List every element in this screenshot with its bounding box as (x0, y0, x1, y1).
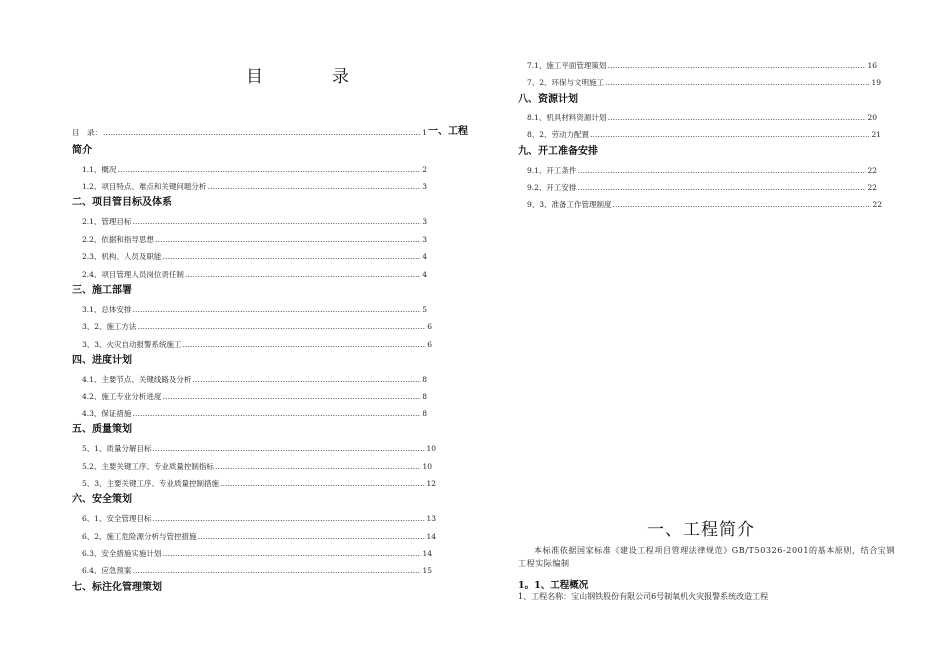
toc-entry[interactable] (527, 165, 877, 176)
toc-leader-dots (607, 112, 866, 123)
toc-entry-label: 4.1、主要节点、关键线路及分析 (82, 375, 192, 384)
toc-entry-label: 6、2、施工危险源分析与管控措施 (82, 532, 197, 541)
toc-entry-label: 5、1、质量分解目标 (82, 444, 152, 453)
toc-entry-page: 6 (427, 340, 432, 349)
section-title: 一、工程简介 (647, 520, 755, 540)
toc-entry-page: 13 (426, 514, 436, 523)
toc-entry[interactable] (82, 251, 427, 262)
toc-entry[interactable] (82, 478, 436, 489)
toc-entry[interactable] (527, 199, 882, 210)
toc-entry-page: 14 (422, 549, 432, 558)
toc-heading[interactable]: 三、施工部署 (72, 285, 132, 296)
toc-leader-dots (185, 269, 421, 280)
toc-leader-dots (153, 513, 426, 524)
toc-entry[interactable] (72, 127, 427, 138)
toc-entry-page: 8 (422, 375, 427, 384)
toc-heading[interactable]: 五、质量策划 (72, 424, 132, 435)
toc-entry-label: 9.2、开工安排 (527, 183, 577, 192)
toc-entry[interactable] (527, 112, 877, 123)
toc-entry[interactable] (82, 339, 432, 350)
toc-entry[interactable] (527, 182, 877, 193)
toc-leader-dots (183, 339, 427, 350)
toc-leader-dots (155, 234, 421, 245)
toc-leader-dots (577, 165, 866, 176)
toc-leader-dots (220, 478, 425, 489)
toc-entry-label: 1.1、概况 (82, 165, 117, 174)
toc-entry[interactable] (82, 443, 436, 454)
toc-heading[interactable]: 简介 (72, 145, 92, 156)
toc-leader-dots (132, 304, 421, 315)
toc-entry[interactable] (82, 461, 432, 472)
toc-leader-dots (162, 548, 421, 559)
toc-entry-page: 12 (426, 479, 436, 488)
toc-leader-dots (162, 391, 421, 402)
toc-entry[interactable] (82, 408, 427, 419)
toc-entry-label: 1.2、项目特点、难点和关键问题分析 (82, 182, 207, 191)
toc-leader-dots (207, 181, 421, 192)
toc-entry-page: 5 (422, 305, 427, 314)
toc-entry-label: 2.4、项目管理人员岗位责任制 (82, 270, 184, 279)
toc-entry[interactable] (82, 216, 427, 227)
toc-entry-page: 22 (872, 200, 882, 209)
toc-entry-page: 1 (422, 128, 427, 137)
toc-entry[interactable] (82, 391, 427, 402)
toc-leader-dots (153, 443, 426, 454)
toc-title: 目 录 (246, 67, 375, 87)
toc-entry-page: 21 (871, 130, 881, 139)
toc-entry-page: 8 (422, 392, 427, 401)
toc-entry-page: 6 (427, 322, 432, 331)
toc-entry[interactable] (82, 304, 427, 315)
toc-heading[interactable]: 九、开工准备安排 (518, 146, 598, 157)
toc-entry[interactable] (527, 60, 877, 71)
toc-entry[interactable] (82, 164, 427, 175)
toc-entry[interactable] (82, 531, 436, 542)
toc-leader-dots (162, 251, 421, 262)
toc-leader-dots (590, 129, 870, 140)
toc-entry-label: 6.3、安全措施实施计划 (82, 549, 162, 558)
toc-entry-page: 16 (867, 61, 877, 70)
toc-entry-page: 10 (422, 462, 432, 471)
toc-heading[interactable]: 四、进度计划 (72, 355, 132, 366)
toc-heading[interactable]: 二、项目管目标及体系 (72, 197, 172, 208)
toc-heading[interactable]: 七、标注化管理策划 (72, 582, 162, 593)
sub-heading: 1。1、工程概况 (518, 580, 589, 591)
toc-entry-label: 6.4、应急预案 (82, 566, 132, 575)
toc-entry[interactable] (82, 513, 436, 524)
toc-leader-dots (215, 461, 422, 472)
toc-entry-label: 4.3、保证措施 (82, 409, 132, 418)
toc-entry-label: 7、2、环保与文明施工 (527, 78, 605, 87)
toc-entry-page: 4 (422, 252, 427, 261)
toc-entry-page: 14 (426, 532, 436, 541)
toc-entry[interactable] (82, 565, 432, 576)
toc-leader-dots (103, 127, 421, 138)
toc-entry-page: 20 (867, 113, 877, 122)
toc-entry-page: 10 (426, 444, 436, 453)
toc-entry-page: 19 (871, 78, 881, 87)
toc-entry[interactable] (82, 321, 432, 332)
toc-leader-dots (198, 531, 426, 542)
toc-entry-label: 8.1、机具材料资源计划 (527, 113, 607, 122)
toc-entry[interactable] (82, 269, 427, 280)
toc-entry-label: 目 录： (72, 128, 102, 137)
toc-leader-dots (132, 216, 421, 227)
toc-leader-dots (607, 60, 866, 71)
toc-entry[interactable] (82, 234, 427, 245)
toc-entry-label: 9.1、开工条件 (527, 166, 577, 175)
toc-entry-page: 3 (422, 217, 427, 226)
toc-entry[interactable] (82, 181, 427, 192)
toc-entry-label: 3.1、总体安排 (82, 305, 132, 314)
toc-leader-dots (132, 565, 421, 576)
toc-entry[interactable] (527, 77, 881, 88)
project-name-line: 1、工程名称：宝山钢铁股份有限公司6号制氧机火灾报警系统改造工程 (518, 592, 769, 601)
toc-entry-page: 8 (422, 409, 427, 418)
toc-leader-dots (132, 408, 421, 419)
toc-entry-page: 3 (422, 182, 427, 191)
toc-leader-dots (605, 77, 870, 88)
toc-entry-label: 3、2、施工方法 (82, 322, 137, 331)
toc-entry-label: 3、3、火灾自动报警系统施工 (82, 340, 182, 349)
toc-heading[interactable]: 一、工程 (428, 126, 468, 137)
toc-entry-label: 2.1、管理目标 (82, 217, 132, 226)
toc-heading[interactable]: 八、资源计划 (518, 94, 578, 105)
toc-entry-page: 15 (422, 566, 432, 575)
toc-leader-dots (138, 321, 427, 332)
toc-entry-label: 7.1、施工平面管理策划 (527, 61, 607, 70)
toc-entry-label: 5.2、主要关键工序、专业质量控制指标 (82, 462, 214, 471)
toc-page-right (500, 0, 950, 672)
toc-entry[interactable] (82, 548, 432, 559)
toc-entry[interactable] (82, 374, 427, 385)
toc-entry-label: 4.2、施工专业分析进度 (82, 392, 162, 401)
toc-entry-page: 22 (867, 166, 877, 175)
intro-paragraph: 本标准依据国家标准《建设工程项目管理法律规范》GB/T50326-2001的基本原则，结合宝钢工程实际编制 (518, 546, 896, 568)
toc-leader-dots (192, 374, 421, 385)
toc-entry-label: 6、1、安全管理目标 (82, 514, 152, 523)
toc-entry-label: 2.3、机构、人员及职能 (82, 252, 162, 261)
toc-entry-label: 2.2、依据和指导思想 (82, 235, 154, 244)
toc-entry-label: 5、3、主要关键工序、专业质量控制措施 (82, 479, 220, 488)
toc-heading[interactable]: 六、安全策划 (72, 494, 132, 505)
toc-entry[interactable] (527, 129, 881, 140)
toc-leader-dots (577, 182, 866, 193)
toc-entry-page: 2 (422, 165, 427, 174)
toc-entry-page: 3 (422, 235, 427, 244)
toc-entry-page: 22 (867, 183, 877, 192)
toc-leader-dots (117, 164, 421, 175)
toc-entry-label: 8、2、劳动力配置 (527, 130, 590, 139)
toc-entry-page: 4 (422, 270, 427, 279)
toc-entry-label: 9、3、准备工作管理制度 (527, 200, 612, 209)
toc-leader-dots (613, 199, 872, 210)
